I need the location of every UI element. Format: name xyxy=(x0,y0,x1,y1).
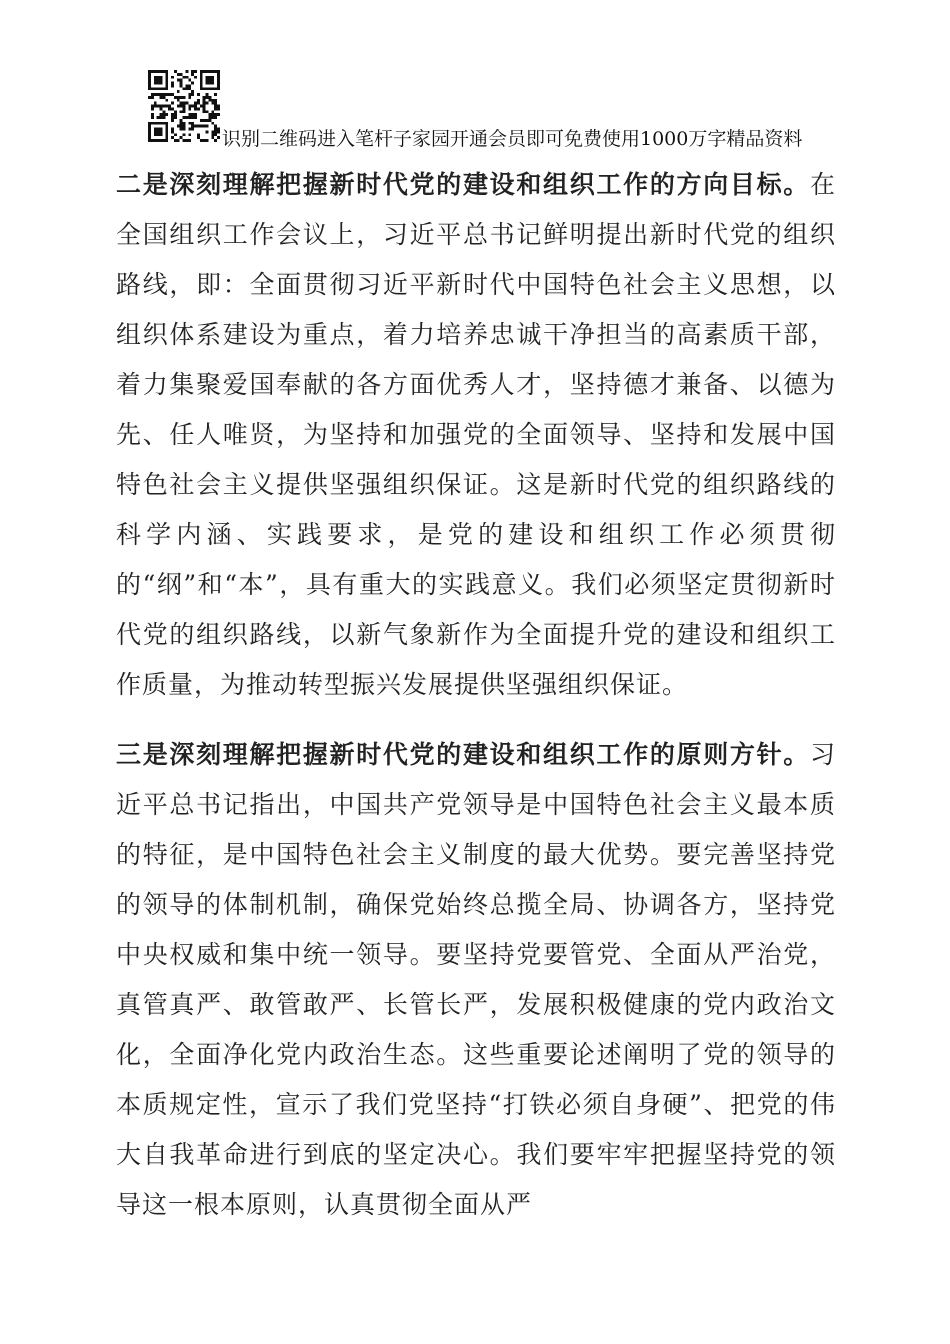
paragraph-text: 习近平总书记指出，中国共产党领导是中国特色社会主义最本质的特征，是中国特色社会主义制度的最大优势。要完善坚持党的领导的体制机制，确保党始终总揽全局、协调各方，坚持党中央权威和集中统一领导。要坚持党要管党、全面从严治党，真管真严、敢管敢严、长管长严，发展积极健康的党内政治文化，全面净化党内政治生态。这些重要论述阐明了党的领导的本质规定性，宣示了我们党坚持“打铁必须自身硬”、把党的伟大自我革命进行到底的坚定决心。我们要牢牢把握坚持党的领导这一根本原则，认真贯彻全面从严 xyxy=(116,740,836,1219)
qr-code-icon xyxy=(148,70,220,142)
paragraph-principles xyxy=(116,730,836,1230)
promo-banner-text: 识别二维码进入笔杆子家园开通会员即可免费使用1000万字精品资料 xyxy=(222,128,803,150)
paragraph-heading: 二是深刻理解把握新时代党的建设和组织工作的方向目标。 xyxy=(116,170,810,199)
paragraph-direction-goals xyxy=(116,160,836,710)
paragraph-heading: 三是深刻理解把握新时代党的建设和组织工作的原则方针。 xyxy=(116,740,810,769)
paragraph-text: 在全国组织工作会议上，习近平总书记鲜明提出新时代党的组织路线，即：全面贯彻习近平新时代中国特色社会主义思想，以组织体系建设为重点，着力培养忠诚干净担当的高素质干部，着力集聚爱国奉献的各方面优秀人才，坚持德才兼备、以德为先、任人唯贤，为坚持和加强党的全面领导、坚持和发展中国特色社会主义提供坚强组织保证。这是新时代党的组织路线的科学内涵、实践要求，是党的建设和组织工作必须贯彻的“纲”和“本”，具有重大的实践意义。我们必须坚定贯彻新时代党的组织路线，以新气象新作为全面提升党的建设和组织工作质量，为推动转型振兴发展提供坚强组织保证。 xyxy=(116,170,836,699)
document-body xyxy=(116,160,836,1250)
